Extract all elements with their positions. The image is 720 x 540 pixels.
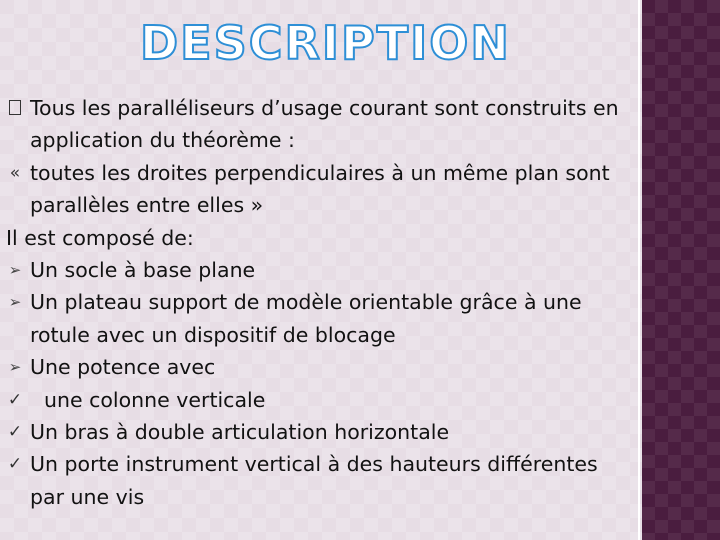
item-text: Un bras à double articulation horizontale (30, 420, 450, 445)
checkmark-bullet-icon: ✓ (7, 454, 23, 475)
arrow-bullet-icon: ➢ (8, 293, 22, 312)
list-item (4, 222, 638, 254)
slide-title: DESCRIPTION (140, 16, 511, 70)
list-item (4, 286, 638, 351)
list-item (4, 157, 638, 222)
item-text: Il est composé de: (6, 225, 194, 250)
checkmark-bullet-icon: ✓ (7, 422, 23, 443)
decorative-side-band (642, 0, 720, 540)
item-text: toutes les droites perpendiculaires à un même plan sont parallèles entre elles » (30, 160, 610, 218)
list-item (4, 416, 638, 448)
quote-marker-icon: « (9, 162, 21, 183)
arrow-bullet-icon: ➢ (8, 358, 22, 377)
item-text: Un plateau support de modèle orientable grâce à une rotule avec un dispositif de blocage (30, 290, 582, 347)
square-bullet-icon (4, 92, 26, 124)
list-item (4, 351, 638, 383)
list-item (4, 254, 638, 286)
checkmark-bullet-icon: ✓ (7, 389, 23, 410)
item-text: une colonne verticale (44, 387, 266, 412)
list-item (4, 448, 638, 513)
list-item (4, 384, 638, 416)
slide-body (4, 92, 638, 513)
item-text: Un porte instrument vertical à des hauteurs différentes par une vis (30, 452, 598, 509)
item-text: Une potence avec (30, 355, 216, 380)
list-item (4, 92, 638, 157)
item-text: Tous les paralléliseurs d’usage courant sont construits en application du théorème : (30, 96, 619, 153)
side-divider-line (638, 0, 640, 540)
item-text: Un socle à base plane (30, 258, 256, 283)
arrow-bullet-icon: ➢ (8, 261, 22, 280)
